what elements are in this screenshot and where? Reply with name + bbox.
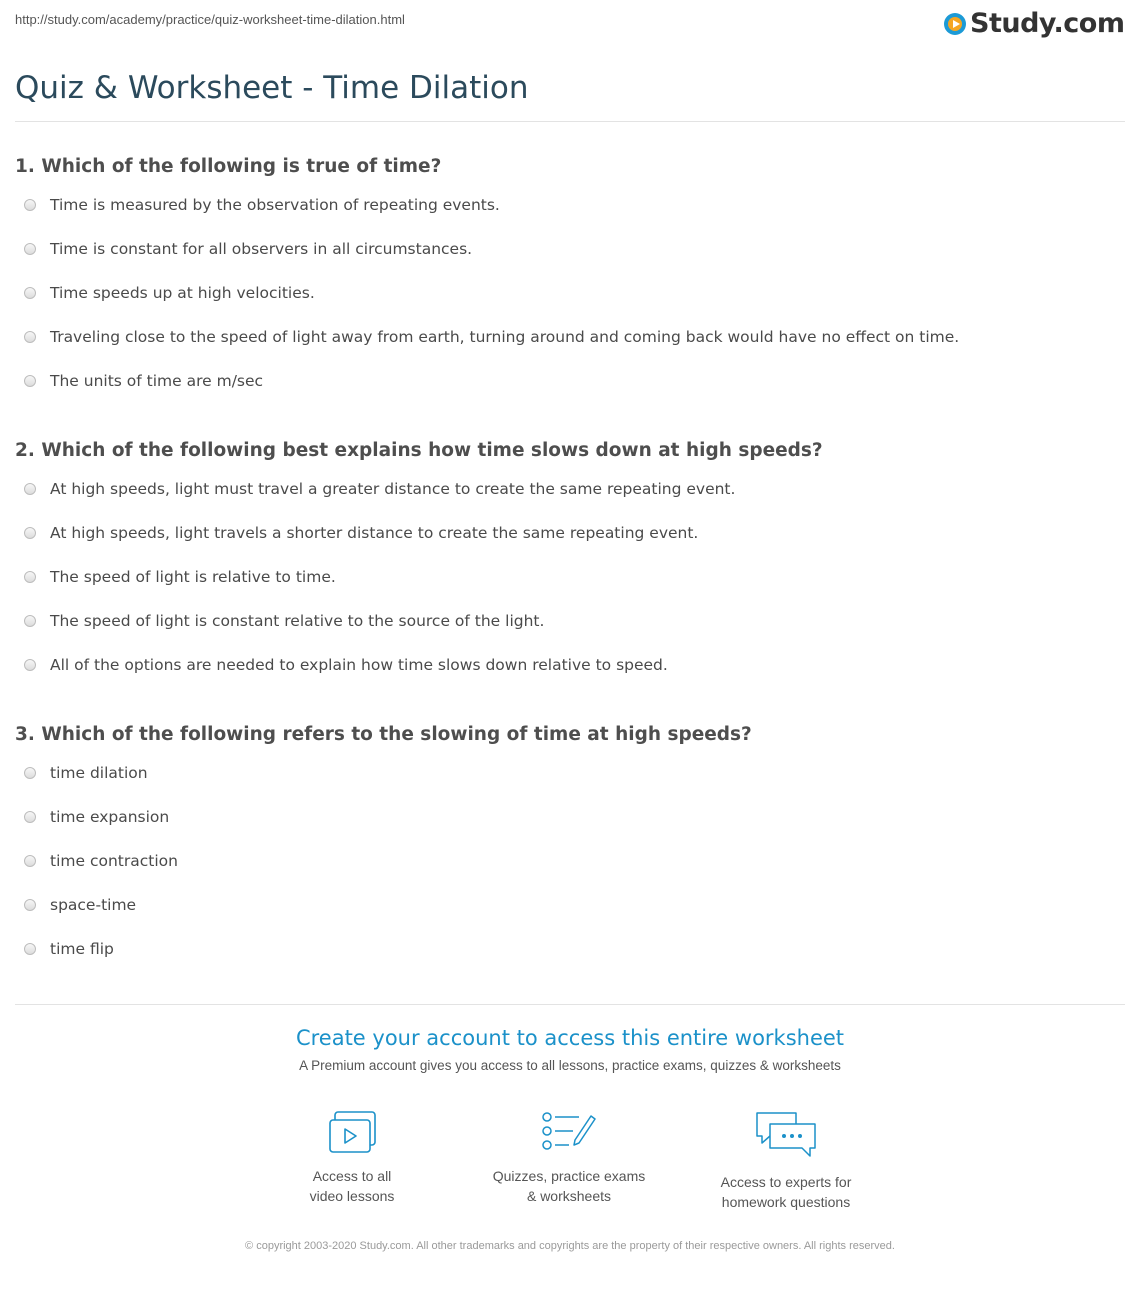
feature-label: Access to all video lessons <box>309 1168 395 1204</box>
answer-option[interactable] <box>15 479 1125 523</box>
play-logo-icon <box>944 13 966 35</box>
radio-button[interactable] <box>24 243 36 255</box>
answer-text: Time is constant for all observers in all circumstances. <box>50 240 473 258</box>
radio-button[interactable] <box>24 899 36 911</box>
radio-button[interactable] <box>24 527 36 539</box>
answer-option[interactable] <box>15 807 1125 851</box>
question-title: 3. Which of the following refers to the slowing of time at high speeds? <box>15 724 752 745</box>
radio-button[interactable] <box>24 331 36 343</box>
answer-text: The speed of light is relative to time. <box>50 568 336 586</box>
question-1 <box>15 155 1125 415</box>
answer-option[interactable] <box>15 327 1125 371</box>
quiz-list-icon <box>541 1110 597 1154</box>
page-url: http://study.com/academy/practice/quiz-worksheet-time-dilation.html <box>15 12 405 27</box>
answer-text: time dilation <box>50 764 148 782</box>
radio-button[interactable] <box>24 659 36 671</box>
answer-option[interactable] <box>15 655 1125 699</box>
answer-option[interactable] <box>15 195 1125 239</box>
chat-bubbles-icon <box>754 1110 818 1160</box>
answer-text: space-time <box>50 896 137 914</box>
answer-text: Time is measured by the observation of repeating events. <box>50 196 500 214</box>
answer-text: The units of time are m/sec <box>50 372 264 390</box>
answer-option[interactable] <box>15 567 1125 611</box>
cta-divider <box>15 1004 1125 1005</box>
question-3 <box>15 723 1125 983</box>
logo-text: Study.com <box>970 8 1125 39</box>
answer-text: time flip <box>50 940 114 958</box>
question-title: 2. Which of the following best explains how time slows down at high speeds? <box>15 440 823 461</box>
answer-text: Time speeds up at high velocities. <box>50 284 315 302</box>
radio-button[interactable] <box>24 287 36 299</box>
study-logo[interactable] <box>944 8 1124 39</box>
feature-experts <box>686 1110 886 1212</box>
answer-text: At high speeds, light must travel a greater distance to create the same repeating event. <box>50 480 736 498</box>
answer-text: The speed of light is constant relative to the source of the light. <box>50 612 545 630</box>
radio-button[interactable] <box>24 483 36 495</box>
answer-option[interactable] <box>15 239 1125 283</box>
radio-button[interactable] <box>24 615 36 627</box>
answer-option[interactable] <box>15 851 1125 895</box>
answer-text: time expansion <box>50 808 170 826</box>
answer-option[interactable] <box>15 763 1125 807</box>
radio-button[interactable] <box>24 943 36 955</box>
copyright-notice: © copyright 2003-2020 Study.com. All other trademarks and copyrights are the property of their respective owners. All rights reserved. <box>245 1240 895 1252</box>
radio-button[interactable] <box>24 571 36 583</box>
radio-button[interactable] <box>24 375 36 387</box>
question-title: 1. Which of the following is true of time? <box>15 156 442 177</box>
answer-text: All of the options are needed to explain how time slows down relative to speed. <box>50 656 668 674</box>
radio-button[interactable] <box>24 767 36 779</box>
answer-option[interactable] <box>15 939 1125 983</box>
radio-button[interactable] <box>24 199 36 211</box>
create-account-link[interactable]: Create your account to access this entire worksheet <box>295 1026 845 1050</box>
feature-quizzes <box>469 1110 669 1206</box>
answer-option[interactable] <box>15 283 1125 327</box>
feature-label: Access to experts for homework questions <box>720 1174 852 1210</box>
answer-option[interactable] <box>15 895 1125 939</box>
video-icon <box>327 1110 377 1154</box>
title-divider <box>15 121 1125 122</box>
feature-video-lessons <box>252 1110 452 1206</box>
question-2 <box>15 439 1125 699</box>
answer-text: At high speeds, light travels a shorter distance to create the same repeating event. <box>50 524 699 542</box>
answer-text: time contraction <box>50 852 178 870</box>
cta-subtitle: A Premium account gives you access to all lessons, practice exams, quizzes & worksheets <box>299 1058 841 1073</box>
radio-button[interactable] <box>24 855 36 867</box>
page-title: Quiz & Worksheet - Time Dilation <box>15 70 529 106</box>
feature-label: Quizzes, practice exams & worksheets <box>492 1168 646 1204</box>
answer-option[interactable] <box>15 611 1125 655</box>
answer-option[interactable] <box>15 371 1125 415</box>
answer-text: Traveling close to the speed of light away from earth, turning around and coming back would have no effect on time. <box>50 328 960 346</box>
answer-option[interactable] <box>15 523 1125 567</box>
radio-button[interactable] <box>24 811 36 823</box>
